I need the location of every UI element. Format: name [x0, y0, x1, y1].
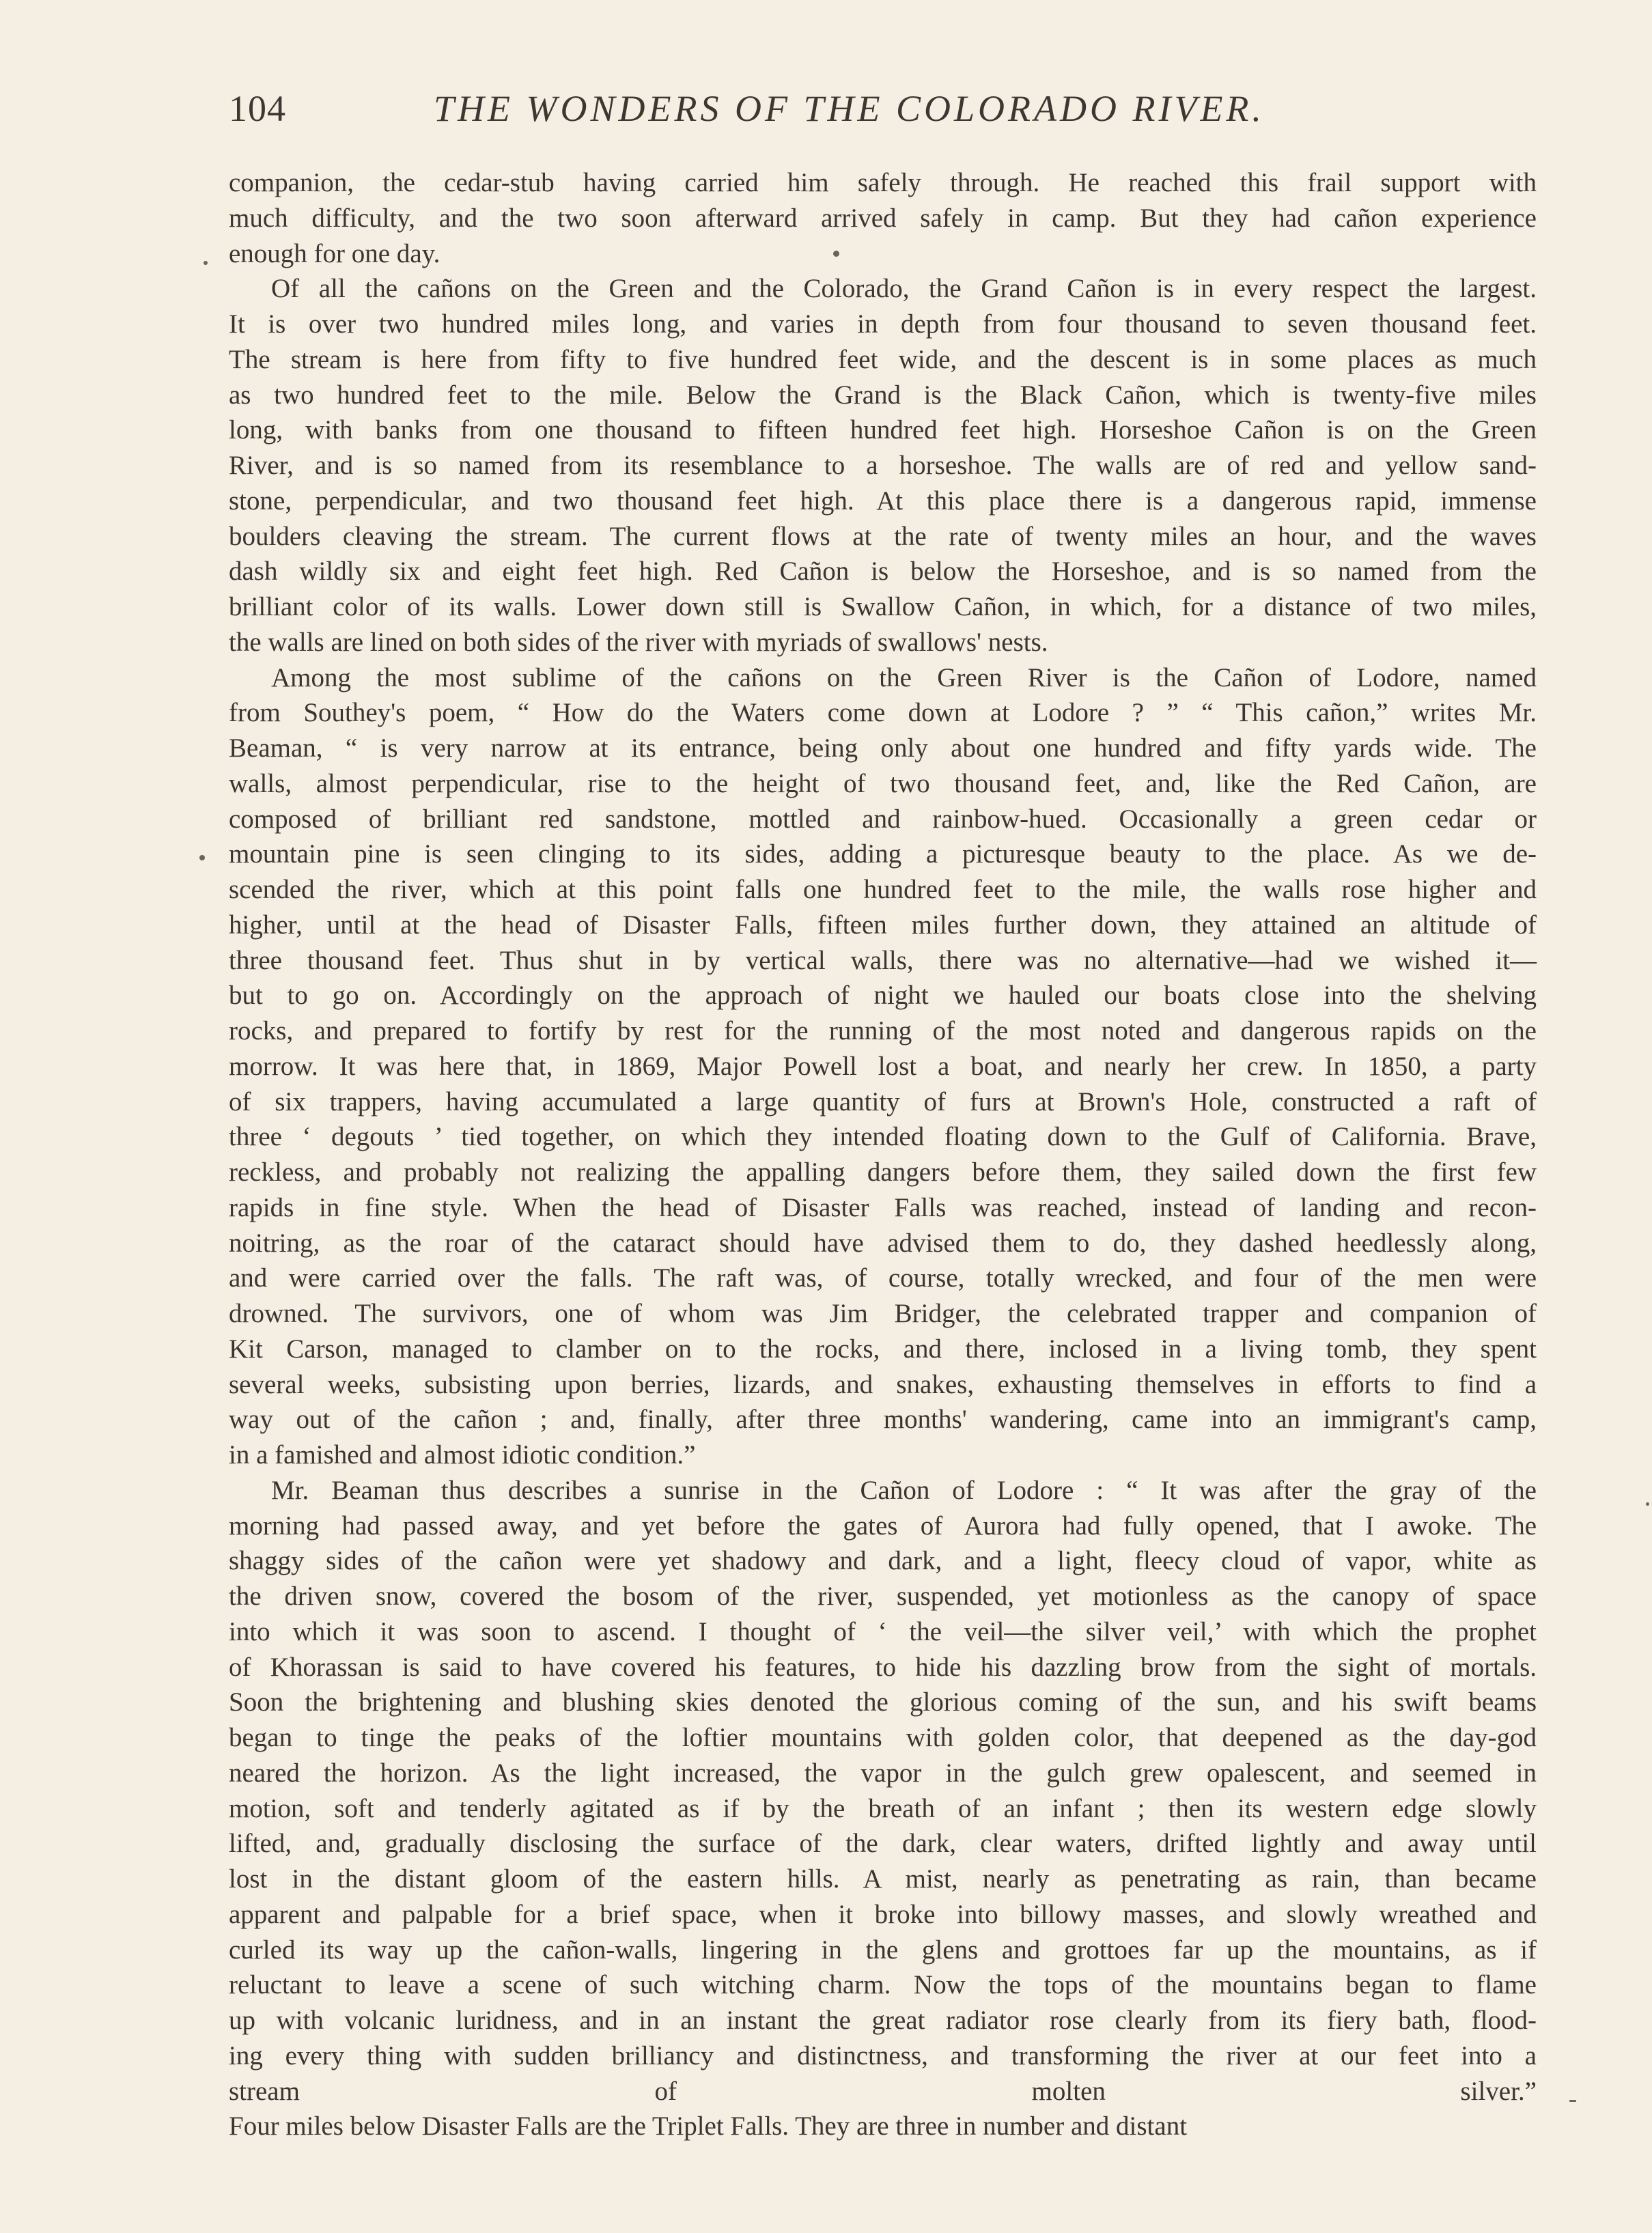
ink-speck — [1646, 1502, 1649, 1506]
text-line: long, with banks from one thousand to fifteen hundred feet high. Horseshoe Cañon is on the Green — [229, 415, 1537, 445]
text-line: morrow. It was here that, in 1869, Major Powell lost a boat, and nearly her crew. In 1850, a party — [229, 1051, 1537, 1081]
text-line: Kit Carson, managed to clamber on to the rocks, and there, inclosed in a living tomb, they spent — [229, 1334, 1537, 1364]
text-line: mountain pine is seen clinging to its sides, adding a picturesque beauty to the place. As we de- — [229, 839, 1537, 869]
text-line: ing every thing with sudden brilliancy and distinctness, and transforming the river at our feet into a — [229, 2040, 1537, 2070]
text-line: noitring, as the roar of the cataract should have advised them to do, they dashed heedlessly along, — [229, 1228, 1537, 1258]
text-line: apparent and palpable for a brief space, when it broke into billowy masses, and slowly wreathed and — [229, 1899, 1537, 1929]
text-line: enough for one day. — [229, 238, 440, 268]
text-line: lifted, and, gradually disclosing the surface of the dark, clear waters, drifted lightly and away until — [229, 1829, 1537, 1859]
text-line — [229, 2144, 1537, 2180]
text-line: began to tinge the peaks of the loftier mountains with golden color, that deepened as the day-god — [229, 1723, 1537, 1752]
text-line: into which it was soon to ascend. I thought of ‘ the veil—the silver veil,’ with which the prophet — [229, 1616, 1537, 1646]
text-line: rapids in fine style. When the head of Disaster Falls was reached, instead of landing and recon- — [229, 1192, 1537, 1222]
text-line: scended the river, which at this point falls one hundred feet to the mile, the walls rose higher and — [229, 875, 1537, 904]
text-line: morning had passed away, and yet before the gates of Aurora had fully opened, that I awoke. The — [229, 1511, 1537, 1541]
text-line: curled its way up the cañon-walls, lingering in the glens and grottoes far up the mountains, as if — [229, 1935, 1537, 1965]
text-line: drowned. The survivors, one of whom was Jim Bridger, the celebrated trapper and companion of — [229, 1299, 1537, 1328]
text-line: the driven snow, covered the bosom of the river, suspended, yet motionless as the canopy of space — [229, 1582, 1537, 1611]
text-line: boulders cleaving the stream. The current flows at the rate of twenty miles an hour, and the waves — [229, 521, 1537, 551]
text-line: the walls are lined on both sides of the river with myriads of swallows' nests. — [229, 627, 1048, 657]
running-head: THE WONDERS OF THE COLORADO RIVER. — [434, 88, 1265, 129]
text-line: in a famished and almost idiotic condition.” — [229, 1440, 696, 1470]
page-header — [229, 87, 1554, 142]
text-line: several weeks, subsisting upon berries, lizards, and snakes, exhausting themselves in efforts to find a — [229, 1369, 1537, 1399]
text-line: It is over two hundred miles long, and varies in depth from four thousand to seven thousand feet. — [229, 309, 1537, 339]
text-line: and were carried over the falls. The raft was, of course, totally wrecked, and four of the men were — [229, 1263, 1537, 1293]
text-line: Beaman, “ is very narrow at its entrance, being only about one hundred and fifty yards wide. The — [229, 733, 1537, 763]
text-line: motion, soft and tenderly agitated as if by the breath of an infant ; then its western edge slowly — [229, 1793, 1537, 1823]
text-line: brilliant color of its walls. Lower down still is Swallow Cañon, in which, for a distance of two miles, — [229, 592, 1537, 621]
text-line: from Southey's poem, “ How do the Waters come down at Lodore ? ” “ This cañon,” writes Mr. — [229, 698, 1537, 728]
text-line: reluctant to leave a scene of such witching charm. Now the tops of the mountains began to flame — [229, 1970, 1537, 2000]
text-line: walls, almost perpendicular, rise to the height of two thousand feet, and, like the Red Cañon, are — [229, 768, 1537, 798]
ink-speck — [833, 251, 839, 257]
text-line: way out of the cañon ; and, finally, after three months' wandering, came into an immigrant's camp, — [229, 1405, 1537, 1435]
text-line: Of all the cañons on the Green and the Colorado, the Grand Cañon is in every respect the largest. — [271, 274, 1537, 304]
ink-speck — [1569, 2100, 1576, 2102]
page-number: 104 — [229, 88, 286, 129]
text-line: Among the most sublime of the cañons on the Green River is the Cañon of Lodore, named — [271, 662, 1537, 692]
text-line: higher, until at the head of Disaster Falls, fifteen miles further down, they attained an altitude of — [229, 910, 1537, 940]
text-line: lost in the distant gloom of the eastern hills. A mist, nearly as penetrating as rain, than became — [229, 1864, 1537, 1894]
text-line: but to go on. Accordingly on the approach of night we hauled our boats close into the shelving — [229, 981, 1537, 1011]
text-line: up with volcanic luridness, and in an instant the great radiator rose clearly from its fiery bath, flood- — [229, 2006, 1537, 2035]
text-line: reckless, and probably not realizing the appalling dangers before them, they sailed down the first few — [229, 1157, 1537, 1187]
text-line: The stream is here from fifty to five hundred feet wide, and the descent is in some places as much — [229, 344, 1537, 374]
text-line: Four miles below Disaster Falls are the Triplet Falls. They are three in number and distant — [229, 2111, 1188, 2141]
text-line: neared the horizon. As the light increased, the vapor in the gulch grew opalescent, and seemed in — [229, 1758, 1537, 1788]
text-line: of Khorassan is said to have covered his features, to hide his dazzling brow from the sight of mortals. — [229, 1652, 1537, 1682]
text-line: much difficulty, and the two soon afterward arrived safely in camp. But they had cañon experience — [229, 203, 1537, 233]
text-line: as two hundred feet to the mile. Below the Grand is the Black Cañon, which is twenty-five miles — [229, 380, 1537, 410]
ink-speck — [199, 855, 205, 860]
text-line: three ‘ degouts ’ tied together, on which they intended floating down to the Gulf of California. Brave, — [229, 1122, 1537, 1152]
text-line: of six trappers, having accumulated a large quantity of furs at Brown's Hole, constructed a raft of — [229, 1086, 1537, 1116]
text-line: dash wildly six and eight feet high. Red Cañon is below the Horseshoe, and is so named from the — [229, 557, 1537, 587]
text-line: rocks, and prepared to fortify by rest for the running of the most noted and dangerous rapids on the — [229, 1016, 1537, 1045]
ink-speck — [204, 261, 208, 265]
text-line: stone, perpendicular, and two thousand feet high. At this place there is a dangerous rapid, immense — [229, 486, 1537, 516]
text-line: companion, the cedar-stub having carried him safely through. He reached this frail support with — [229, 168, 1537, 197]
text-line: Soon the brightening and blushing skies denoted the glorious coming of the sun, and his swift beams — [229, 1687, 1537, 1717]
body-text — [229, 165, 1537, 2180]
text-line: Mr. Beaman thus describes a sunrise in the Cañon of Lodore : “ It was after the gray of the — [271, 1475, 1537, 1505]
text-line: River, and is so named from its resemblance to a horseshoe. The walls are of red and yellow sand- — [229, 451, 1537, 480]
text-line: shaggy sides of the cañon were yet shadowy and dark, and a light, fleecy cloud of vapor, white as — [229, 1546, 1537, 1576]
text-line: three thousand feet. Thus shut in by vertical walls, there was no alternative—had we wished it— — [229, 945, 1537, 975]
text-line: composed of brilliant red sandstone, mottled and rainbow-hued. Occasionally a green cedar or — [229, 804, 1537, 834]
text-line: stream of molten silver.” — [229, 2076, 1537, 2106]
